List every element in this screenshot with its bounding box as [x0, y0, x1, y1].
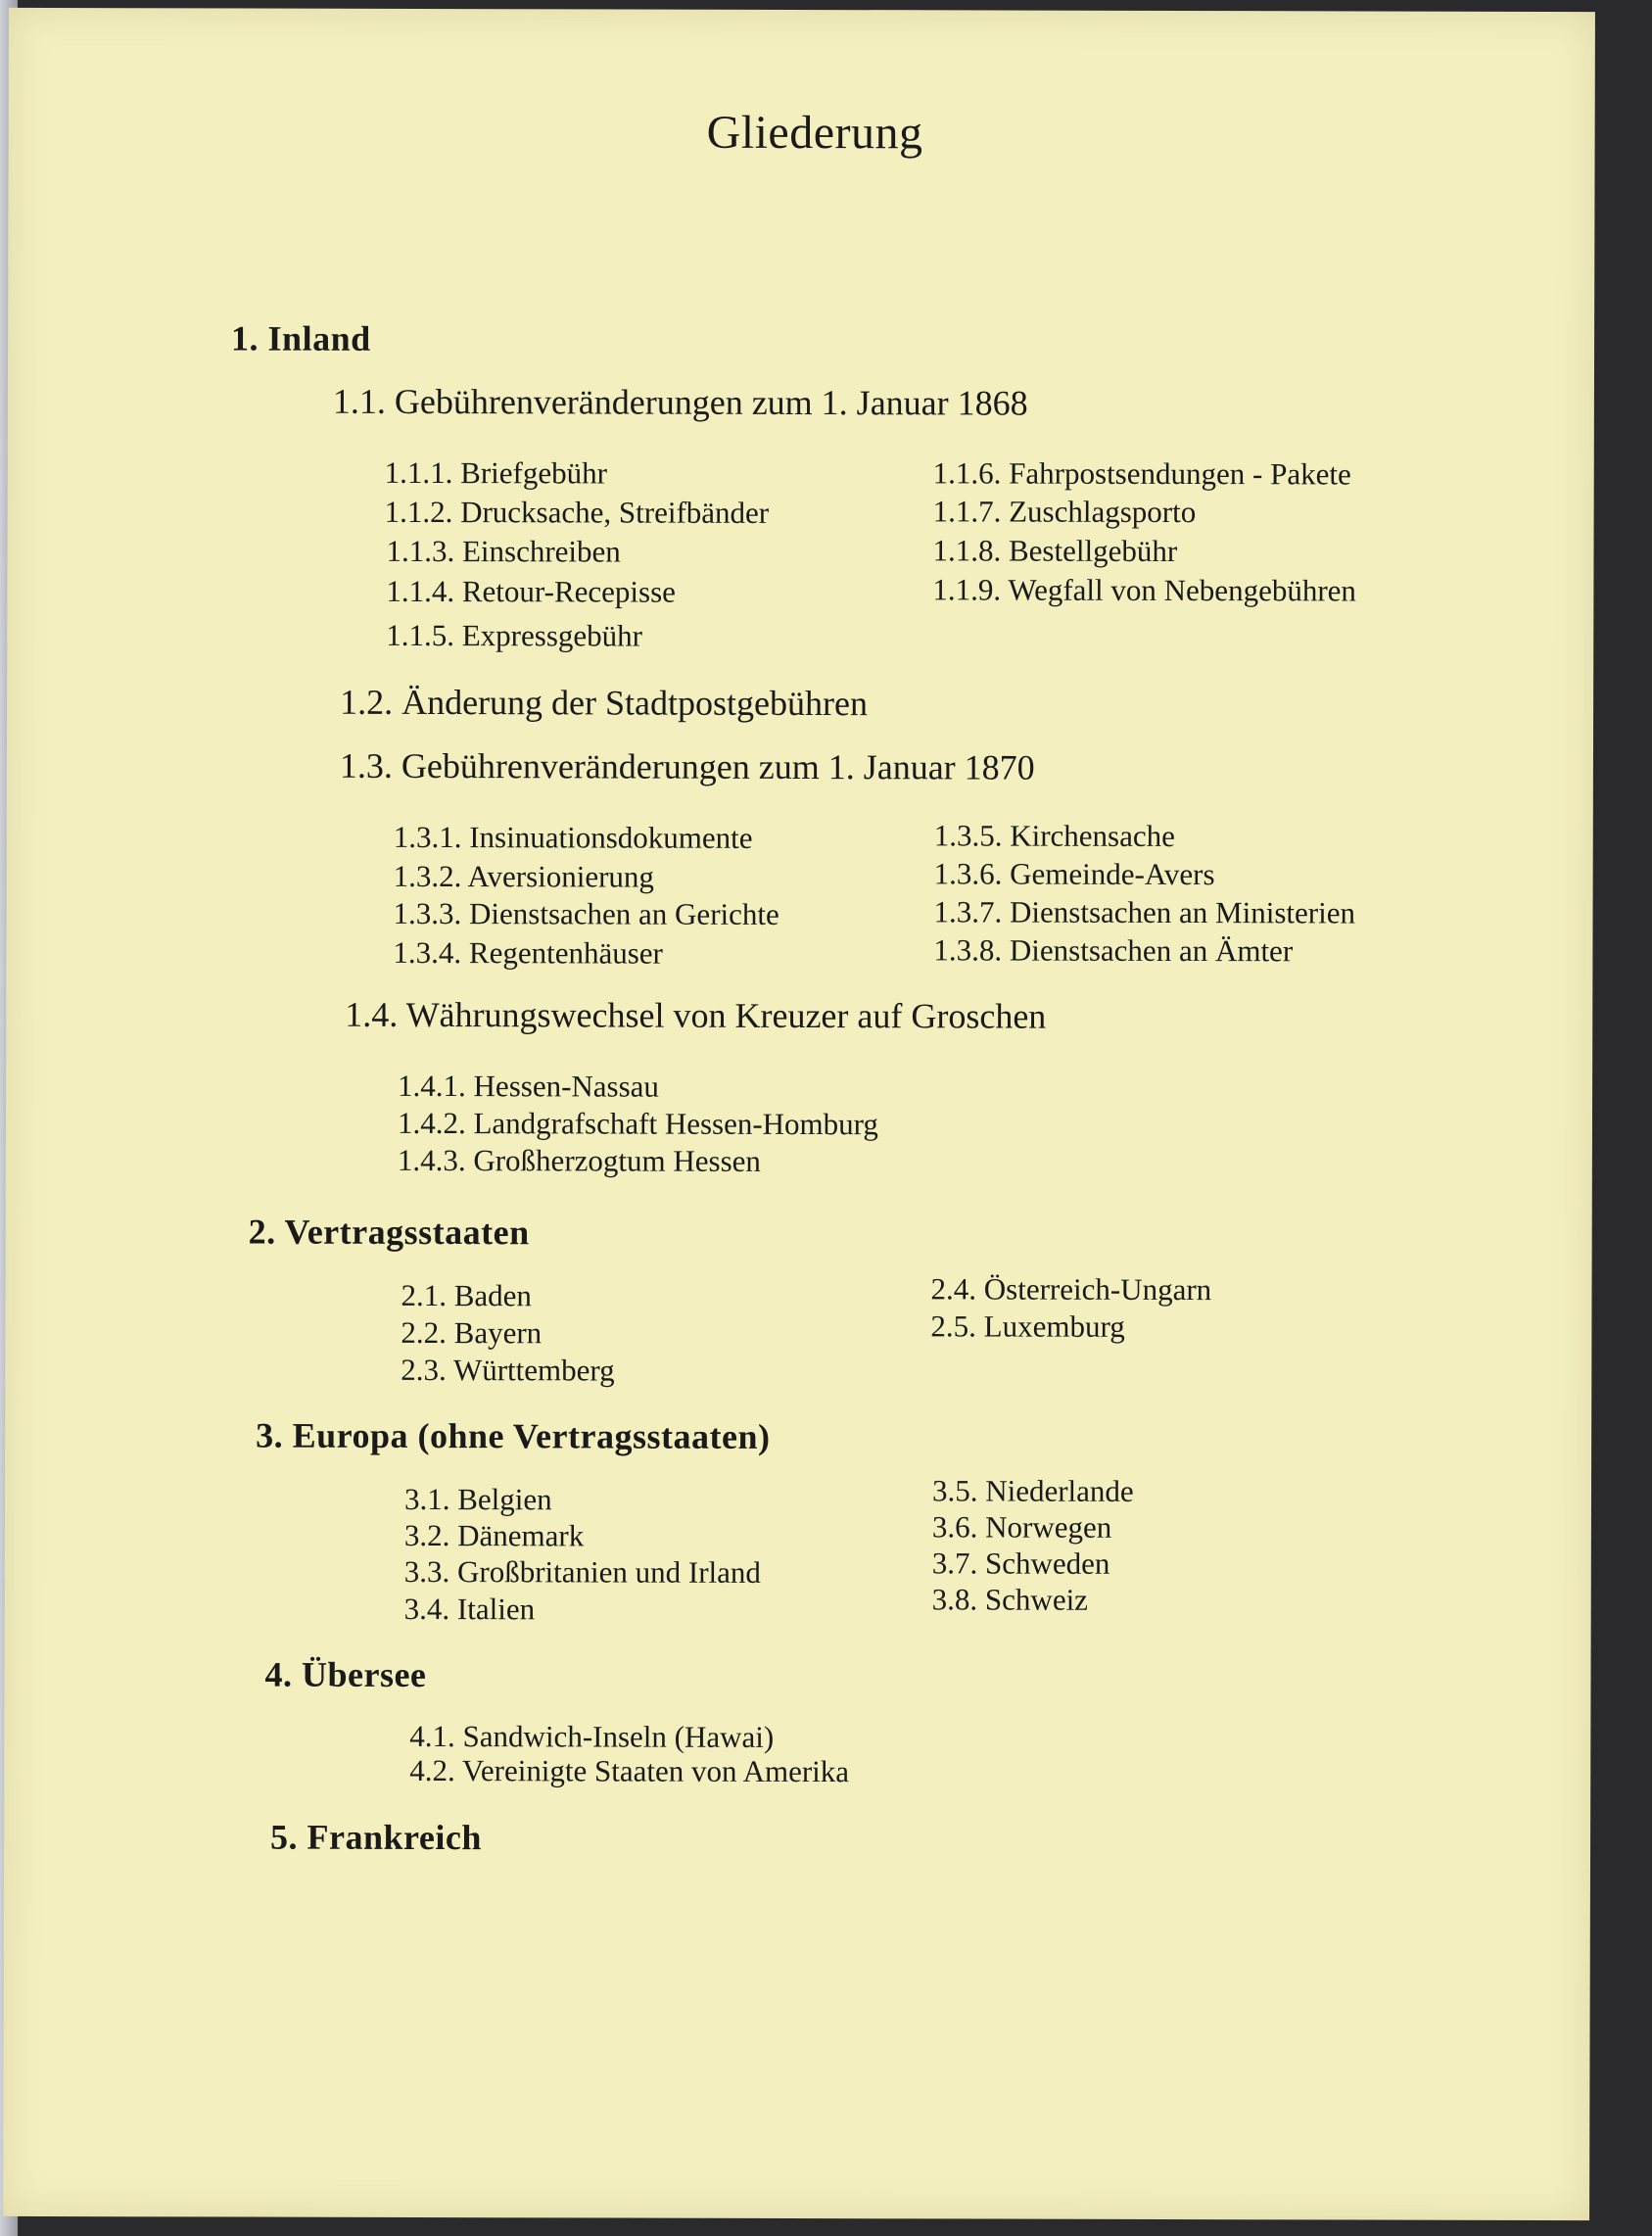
list-item: 1.1.4. Retour-Recepisse	[386, 573, 676, 609]
list-item: 2.1. Baden	[401, 1277, 533, 1313]
list-item: 1.3.1. Insinuationsdokumente	[393, 819, 753, 855]
list-item: 1.1.2. Drucksache, Streifbänder	[384, 494, 770, 530]
list-item: 3.3. Großbritanien und Irland	[403, 1553, 761, 1590]
list-item: 4.1. Sandwich-Inseln (Hawai)	[409, 1718, 775, 1754]
list-item: 1.3.5. Kirchensache	[933, 818, 1175, 854]
list-item: 1.1.7. Zuschlagsporto	[932, 494, 1197, 530]
list-item: 1.4.2. Landgrafschaft Hessen-Homburg	[397, 1105, 879, 1142]
subsection-heading-1-1: 1.1. Gebührenveränderungen zum 1. Januar 1868	[332, 381, 1028, 423]
list-item: 2.3. Württemberg	[401, 1352, 615, 1388]
list-item: 3.7. Schweden	[931, 1546, 1110, 1581]
list-item: 1.1.6. Fahrpostsendungen - Pakete	[932, 455, 1351, 492]
list-item: 1.3.2. Aversionierung	[393, 858, 655, 894]
section-heading-uebersee: 4. Übersee	[264, 1654, 427, 1695]
list-item: 2.4. Österreich-Ungarn	[930, 1271, 1212, 1308]
section-heading-frankreich: 5. Frankreich	[270, 1817, 482, 1858]
list-item: 3.1. Belgien	[403, 1481, 552, 1517]
list-item: 1.1.8. Bestellgebühr	[932, 533, 1178, 569]
list-item: 2.5. Luxemburg	[930, 1308, 1125, 1344]
list-item: 3.5. Niederlande	[931, 1473, 1134, 1508]
list-item: 1.4.3. Großherzogtum Hessen	[397, 1142, 761, 1178]
list-item: 1.3.7. Dienstsachen an Ministerien	[933, 894, 1356, 930]
subsection-heading-1-4: 1.4. Währungswechsel von Kreuzer auf Groschen	[345, 994, 1047, 1036]
list-item: 1.3.4. Regentenhäuser	[393, 934, 663, 971]
list-item: 4.2. Vereinigte Staaten von Amerika	[409, 1752, 850, 1789]
list-item: 3.4. Italien	[403, 1591, 536, 1627]
list-item: 1.1.9. Wegfall von Nebengebühren	[932, 572, 1356, 608]
section-heading-inland: 1. Inland	[231, 318, 371, 358]
list-item: 1.4.1. Hessen-Nassau	[398, 1068, 660, 1104]
section-heading-vertragsstaaten: 2. Vertragsstaaten	[248, 1212, 530, 1253]
page-title: Gliederung	[706, 106, 923, 160]
section-heading-europa: 3. Europa (ohne Vertragsstaaten)	[256, 1415, 771, 1456]
list-item: 1.1.5. Expressgebühr	[386, 617, 643, 653]
list-item: 1.3.3. Dienstsachen an Gerichte	[393, 895, 779, 931]
list-item: 3.2. Dänemark	[403, 1517, 585, 1553]
list-item: 3.6. Norwegen	[931, 1509, 1112, 1545]
list-item: 1.3.8. Dienstsachen an Ämter	[933, 932, 1294, 969]
subsection-heading-1-3: 1.3. Gebührenveränderungen zum 1. Januar 1870	[339, 745, 1035, 787]
subsection-heading-1-2: 1.2. Änderung der Stadtpostgebühren	[340, 682, 869, 724]
list-item: 2.2. Bayern	[401, 1314, 543, 1351]
list-item: 3.8. Schweiz	[931, 1582, 1089, 1617]
list-item: 1.1.3. Einschreiben	[386, 533, 621, 569]
list-item: 1.1.1. Briefgebühr	[384, 454, 608, 491]
list-item: 1.3.6. Gemeinde-Avers	[933, 856, 1215, 892]
document-page	[3, 8, 1595, 2220]
